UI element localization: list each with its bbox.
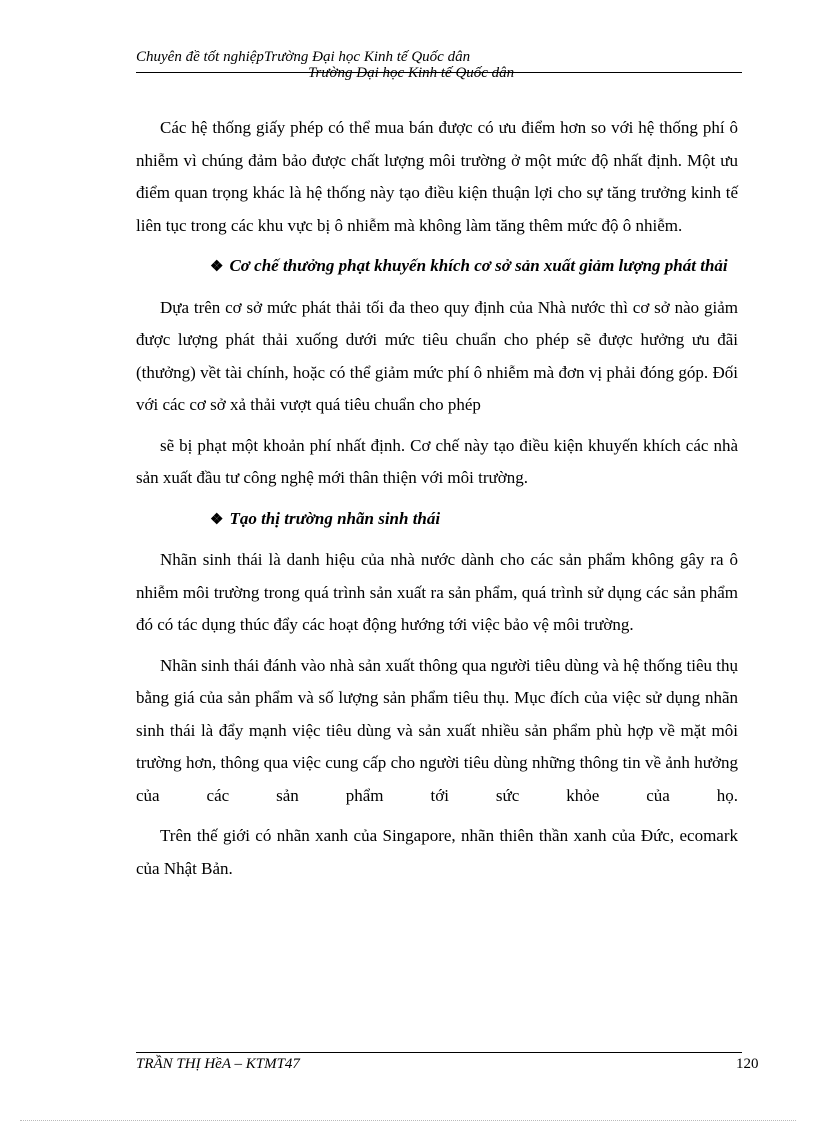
page-number: 120 (736, 1056, 759, 1072)
heading-text: Cơ chế thưởng phạt khuyến khích cơ sở sản xuất giảm lượng phát thải (229, 256, 728, 275)
footer-divider (136, 1052, 742, 1053)
header-line-1: Chuyên đề tốt nghiệpTrường Đại học Kinh tế Quốc dân (136, 49, 471, 65)
paragraph-2: Dựa trên cơ sở mức phát thải tối đa theo quy định của Nhà nước thì cơ sở nào giảm được lượng phát thải xuống dưới mức tiêu chuẩn cho phép sẽ được hưởng ưu đãi (thưởng) vềt tài chính, hoặc có thể giảm mức phí ô nhiễm mà đơn vị phải đóng góp. Đối với các cơ sở xả thải vượt quá tiêu chuẩn cho phép (136, 297, 738, 414)
heading-text: Tạo thị trường nhãn sinh thái (229, 508, 441, 528)
section-heading-reward-penalty (136, 250, 738, 284)
page-bottom-border (20, 1120, 796, 1121)
section-heading-eco-label (160, 503, 738, 537)
header-divider (136, 72, 742, 73)
page-content (136, 112, 738, 893)
paragraph-5 (136, 650, 738, 813)
diamond-bullet-icon: ❖ (210, 511, 224, 528)
paragraph-4: Nhãn sinh thái là danh hiệu của nhà nước dành cho các sản phẩm không gây ra ô nhiễm môi trường trong quá trình sản xuất ra sản phẩm, quá trình sử dụng các sản phẩm đó có tác dụng thúc đẩy các hoạt động hướng tới việc bảo vệ môi trường. (136, 550, 738, 634)
footer-author: TRẦN THỊ HềA – KTMT47 (136, 1056, 300, 1072)
page-header (136, 49, 742, 82)
diamond-bullet-icon: ❖ (210, 259, 224, 275)
header-line-2: Trường Đại học Kinh tế Quốc dân (308, 65, 515, 81)
paragraph-5-text: Nhãn sinh thái đánh vào nhà sản xuất thông qua người tiêu dùng và hệ thống tiêu thụ bằng giá của sản phẩm và số lượng sản phẩm tiêu thụ. Mục đích của việc sử dụng nhãn sinh thái là đẩy mạnh việc tiêu dùng và sản xuất nhiều sản phẩm phù hợp về mặt môi trường hơn, thông qua việc cung cấp cho người tiêu dùng những thông tin về ảnh hưởng của các sản phẩm tới sức khỏe của (136, 655, 738, 805)
paragraph-5-end: họ. (716, 785, 739, 805)
paragraph-3: sẽ bị phạt một khoản phí nhất định. Cơ chế này tạo điều kiện khuyến khích các nhà sản xuất đầu tư công nghệ mới thân thiện với môi trường. (136, 435, 738, 487)
paragraph-6: Trên thế giới có nhãn xanh của Singapore, nhãn thiên thần xanh của Đức, ecomark của Nhật Bản. (136, 826, 738, 878)
paragraph-1: Các hệ thống giấy phép có thể mua bán được có ưu điểm hơn so với hệ thống phí ô nhiễm vì chúng đảm bảo được chất lượng môi trường ở một mức độ nhất định. Một ưu điểm quan trọng khác là hệ thống này tạo điều kiện thuận lợi cho sự tăng trưởng kinh tế liên tục trong các khu vực bị ô nhiễm mà không làm tăng thêm mức độ ô nhiễm. (136, 118, 738, 235)
